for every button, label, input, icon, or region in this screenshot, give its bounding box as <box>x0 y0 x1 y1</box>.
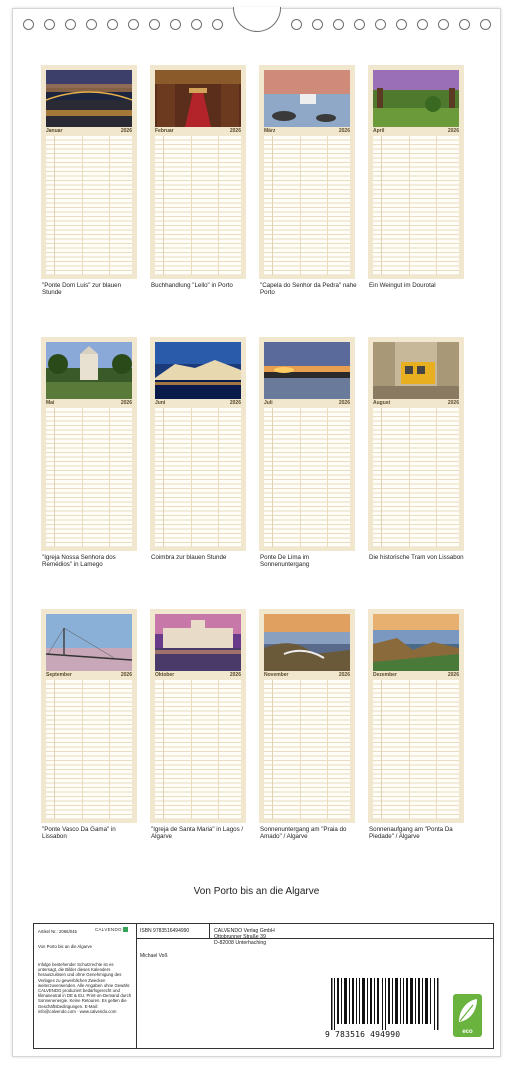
footer-info-column <box>34 924 137 1048</box>
month-panel-april <box>368 65 464 279</box>
photo-caption: "Ponte Dom Luis" zur blauen Stunde <box>42 282 122 296</box>
day-grid <box>46 408 132 547</box>
month-panel-february <box>150 65 246 279</box>
month-year: 2026 <box>447 400 459 406</box>
photo-praia-do-amado <box>264 614 350 671</box>
binding-ring <box>312 19 323 30</box>
month-year: 2026 <box>338 128 350 134</box>
binding-ring <box>65 19 76 30</box>
photo-caption: "Igreja Nossa Senhora dos Remédios" in Lamego <box>42 554 116 568</box>
month-year: 2026 <box>229 128 241 134</box>
day-grid <box>373 408 459 547</box>
day-grid <box>264 408 350 547</box>
binding-ring <box>23 19 34 30</box>
day-grid <box>46 136 132 275</box>
author-name: Michael Voß <box>140 953 168 959</box>
footer-subtitle: Von Porto bis an die Algarve <box>38 944 92 949</box>
brand-name: CALVENDO <box>95 927 122 933</box>
day-grid <box>155 136 241 275</box>
day-grid <box>373 136 459 275</box>
eco-badge <box>453 994 482 1037</box>
photo-bookstore <box>155 70 241 127</box>
month-name: Februar <box>155 128 174 134</box>
month-year: 2026 <box>338 672 350 678</box>
binding-ring <box>375 19 386 30</box>
month-name: Oktober <box>155 672 175 678</box>
month-year: 2026 <box>447 128 459 134</box>
photo-caption: Sonnenuntergang am "Praia do Amado" / Algarve <box>260 826 347 840</box>
month-name: Mai <box>46 400 55 406</box>
photo-caption: Ein Weingut im Dourotal <box>369 282 436 289</box>
photo-caption: Die historische Tram von Lissabon <box>369 554 464 561</box>
binding-ring <box>459 19 470 30</box>
eco-label: eco <box>462 1029 473 1035</box>
photo-church-lamego <box>46 342 132 399</box>
photo-coimbra <box>155 342 241 399</box>
calvendo-logo <box>95 927 128 932</box>
month-year: 2026 <box>229 672 241 678</box>
binding-ring <box>107 19 118 30</box>
barcode-digits: 9 783516 494990 <box>325 1030 401 1039</box>
month-panel-august <box>368 337 464 551</box>
month-year: 2026 <box>120 128 132 134</box>
day-grid <box>264 136 350 275</box>
binding-ring <box>86 19 97 30</box>
publisher-street: Ottobrunner Straße 39 <box>214 934 266 940</box>
photo-caption: Coimbra zur blauen Stunde <box>151 554 227 561</box>
binding-ring <box>333 19 344 30</box>
photo-caption: "Ponte Vasco Da Gama" in Lissabon <box>42 826 116 840</box>
photo-ponta-da-piedade <box>373 614 459 671</box>
binding-ring <box>128 19 139 30</box>
binding-ring <box>354 19 365 30</box>
binding-ring <box>191 19 202 30</box>
month-name: September <box>46 672 72 678</box>
day-grid <box>373 680 459 819</box>
binding-ring <box>44 19 55 30</box>
month-panel-july <box>259 337 355 551</box>
binding-ring <box>480 19 491 30</box>
month-panel-march <box>259 65 355 279</box>
month-name: Juli <box>264 400 273 406</box>
month-panel-may <box>41 337 137 551</box>
binding-ring <box>438 19 449 30</box>
article-number: Artikel Nr.: 2066/045 <box>38 929 77 934</box>
month-name: Januar <box>46 128 63 134</box>
binding-ring <box>212 19 223 30</box>
publisher-city: D-82008 Unterhaching <box>214 940 267 946</box>
calendar-title: Von Porto bis an die Algarve <box>193 886 320 897</box>
legal-text: Infolge bestehender Schutzrechte ist es untersagt, die Bilder dieses Kalenders herauszulösen und ohne Genehmigung des Verlages zu gewerblichen Zwecken weiterzuverwenden. Alle Angaben ohne Gewähr. CALVENDO produziert bedarfsgerecht und klimaneutral in DE & EU. Print-on-Demand durch Sonnenenergie. Keine Retouren. Es gelten die Geschäftsbedingungen. E-Mail: info@calvendo.com · www.calvendo.com <box>38 962 132 1014</box>
footer-divider <box>136 924 137 1048</box>
photo-ponte-de-lima <box>264 342 350 399</box>
month-year: 2026 <box>338 400 350 406</box>
photo-vasco-da-gama-bridge <box>46 614 132 671</box>
photo-caption: "Capela do Senhor da Pedra" nahe Porto <box>260 282 357 296</box>
month-panel-september <box>41 609 137 823</box>
day-grid <box>155 680 241 819</box>
publisher-footer <box>33 923 494 1049</box>
day-grid <box>46 680 132 819</box>
month-name: Dezember <box>373 672 397 678</box>
photo-chapel <box>264 70 350 127</box>
photo-vineyard <box>373 70 459 127</box>
footer-divider <box>209 924 210 938</box>
month-year: 2026 <box>120 400 132 406</box>
photo-tram-lisbon <box>373 342 459 399</box>
month-name: November <box>264 672 289 678</box>
month-year: 2026 <box>229 400 241 406</box>
month-name: Juni <box>155 400 166 406</box>
binding-ring <box>291 19 302 30</box>
month-panel-june <box>150 337 246 551</box>
binding-ring <box>149 19 160 30</box>
month-name: März <box>264 128 276 134</box>
photo-caption: Sonnenaufgang am "Ponta Da Piedade" / Algarve <box>369 826 453 840</box>
month-name: April <box>373 128 385 134</box>
month-name: August <box>373 400 391 406</box>
binding-ring <box>396 19 407 30</box>
photo-caption: Buchhandlung "Lello" in Porto <box>151 282 233 289</box>
calendar-page <box>12 8 501 1057</box>
isbn-text: ISBN 9783516494990 <box>140 928 190 934</box>
day-grid <box>264 680 350 819</box>
binding-ring <box>170 19 181 30</box>
photo-caption: "Igreja de Santa Maria" in Lagos / Algarve <box>151 826 244 840</box>
month-year: 2026 <box>120 672 132 678</box>
day-grid <box>155 408 241 547</box>
barcode <box>331 978 439 1030</box>
month-panel-december <box>368 609 464 823</box>
month-panel-january <box>41 65 137 279</box>
photo-lagos-church <box>155 614 241 671</box>
publisher-name: CALVENDO Verlag GmbH <box>214 928 275 934</box>
month-panel-november <box>259 609 355 823</box>
binding-ring <box>417 19 428 30</box>
photo-caption: Ponte De Lima im Sonnenuntergang <box>260 554 310 568</box>
photo-porto-bridge <box>46 70 132 127</box>
month-year: 2026 <box>447 672 459 678</box>
footer-rule <box>136 938 493 939</box>
leaf-icon <box>453 994 482 1028</box>
month-panel-october <box>150 609 246 823</box>
